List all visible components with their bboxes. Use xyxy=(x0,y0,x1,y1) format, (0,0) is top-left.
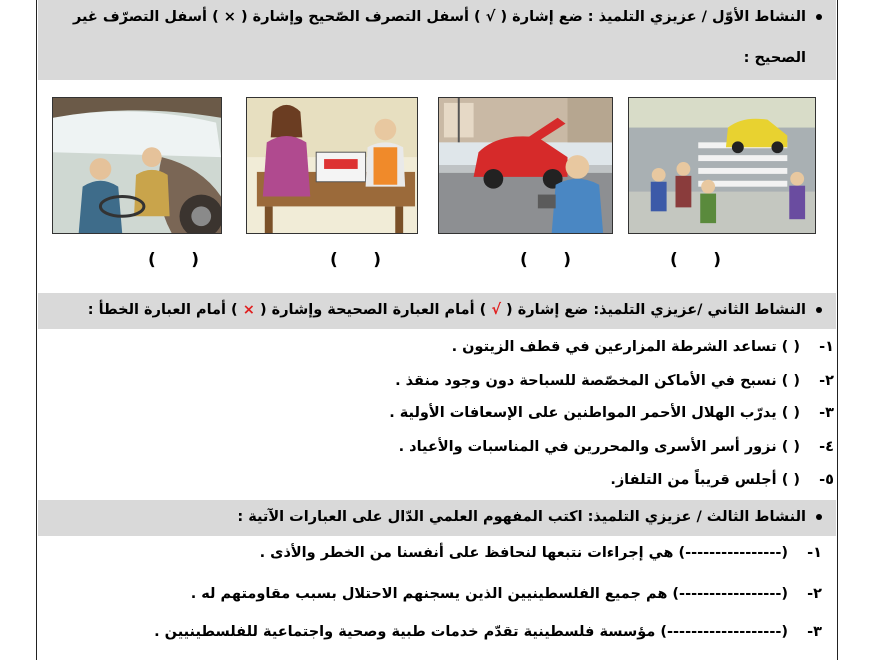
car-interior-icon xyxy=(52,97,222,234)
activity2-item-2: ٢-( ) نسبح في الأماكن المخصّصة للسباحة دون وجود منقذ . xyxy=(395,373,834,389)
activity3-item-2: ٢-(-----------------) هم جميع الفلسطينيين الذين يسجنهم الاحتلال بسبب مقاومتهم له . xyxy=(190,586,822,602)
answer-box-3[interactable]: ( ) xyxy=(520,250,572,270)
activity1-title-line2: الصحيح : xyxy=(743,50,806,66)
activity3-title: النشاط الثالث / عزيزي التلميذ: اكتب المفهوم العلمي الدّال على العبارات الآتية : xyxy=(237,509,822,525)
crosswalk-children-icon xyxy=(628,97,816,234)
donation-box-icon xyxy=(246,97,418,234)
answer-box-4[interactable]: ( ) xyxy=(670,250,722,270)
activity2-item-3: ٣-( ) يدرّب الهلال الأحمر المواطنين على الإسعافات الأولية . xyxy=(389,405,834,421)
activity1-header xyxy=(38,0,836,80)
activity2-item-5: ٥-( ) أجلس قريباً من التلفاز. xyxy=(610,472,834,488)
bullet-icon xyxy=(816,14,822,20)
activity3-header xyxy=(38,500,836,536)
bullet-icon xyxy=(816,514,822,520)
activity1-title-line1: النشاط الأوّل / عزيزي التلميذ : ضع إشارة ( √ ) أسفل التصرف الصّحيح وإشارة ( × ) أسفل التصرّف غير xyxy=(73,9,822,25)
activity3-item-1: ١-(----------------) هي إجراءات نتبعها لنحافظ على أنفسنا من الخطر والأذى . xyxy=(259,545,822,561)
activity2-item-4: ٤-( ) نزور أسر الأسرى والمحررين في المناسبات والأعياد . xyxy=(398,439,834,455)
answer-box-2[interactable]: ( ) xyxy=(330,250,382,270)
activity2-title: النشاط الثاني /عزيزي التلميذ: ضع إشارة ( √ ) أمام العبارة الصحيحة وإشارة ( × ) أمام العبارة الخطأ : xyxy=(88,302,822,318)
activity3-item-3: ٣-(-------------------) مؤسسة فلسطينية تقدّم خدمات طبية وصحية واجتماعية للفلسطينيين . xyxy=(154,624,822,640)
activity2-item-1: ١-( ) تساعد الشرطة المزارعين في قطف الزيتون . xyxy=(451,339,834,355)
red-car-street-icon xyxy=(438,97,613,234)
bullet-icon xyxy=(816,307,822,313)
answer-box-1[interactable]: ( ) xyxy=(148,250,200,270)
activity2-header xyxy=(38,293,836,329)
